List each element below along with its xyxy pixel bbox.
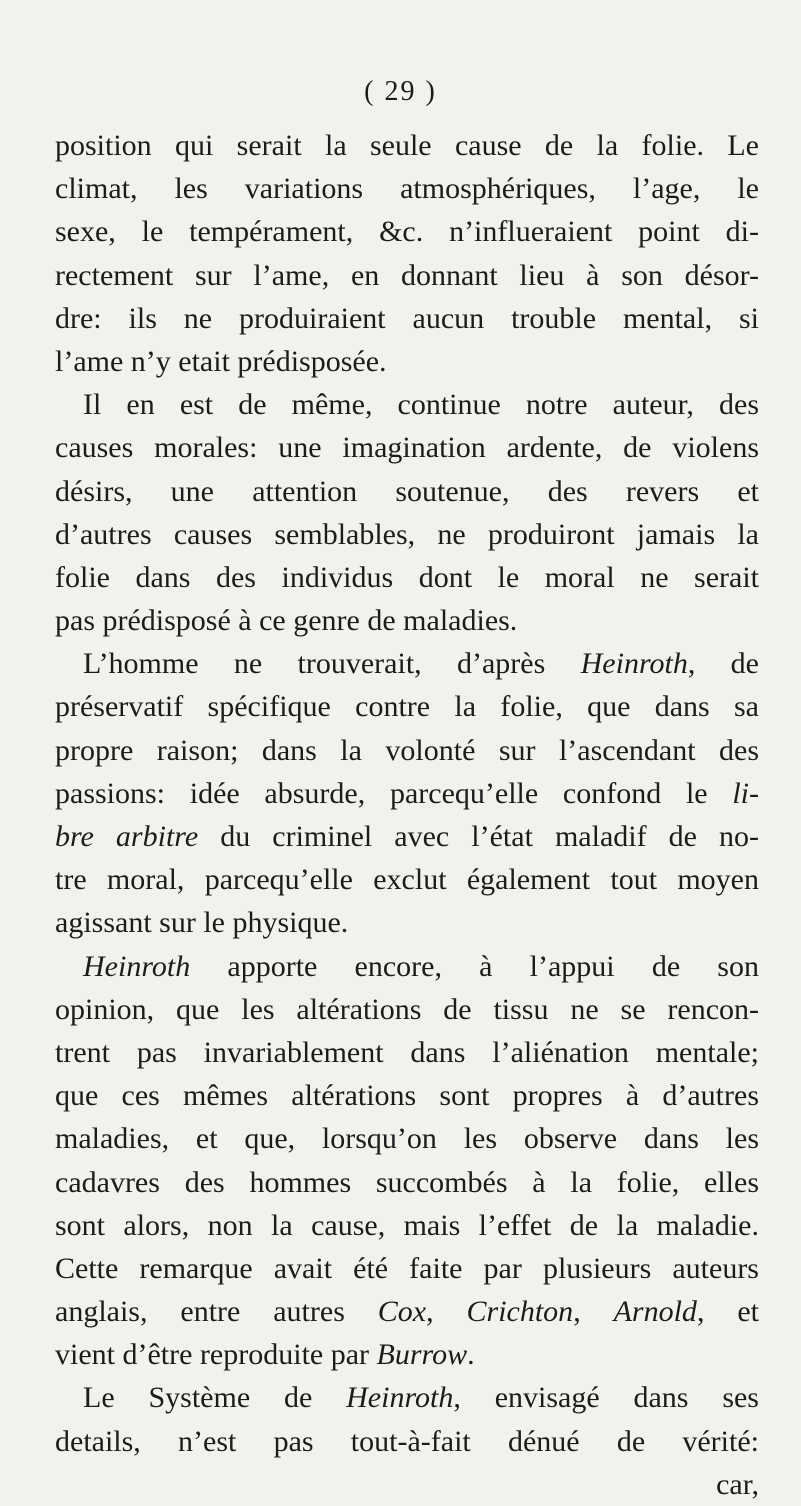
catchword: car,: [716, 1467, 759, 1501]
text-line: [55, 729, 759, 772]
italic-name: Crichton: [466, 1295, 574, 1329]
text-run: tre moral, parcequ’elle exclut également tout moyen: [55, 863, 759, 897]
body-text: [55, 124, 759, 1506]
text-line: [55, 124, 759, 167]
text-run: opinion, que les altérations de tissu ne se rencon-: [55, 992, 759, 1026]
italic-name: Heinroth: [580, 647, 688, 681]
text-run: du criminel avec l’état maladif de no-: [198, 820, 759, 853]
text-line: [55, 470, 759, 513]
text-run: , de: [687, 647, 759, 681]
page-number: ( 29 ): [364, 76, 437, 107]
text-line: [55, 815, 759, 858]
text-run: L’homme ne trouverait, d’après: [83, 647, 581, 681]
text-line: [55, 1031, 759, 1074]
text-line: [55, 254, 759, 297]
text-line: [55, 599, 759, 642]
italic-name: Heinroth: [83, 949, 191, 983]
text-line: [55, 556, 759, 599]
text-line: [55, 858, 759, 901]
text-run: rectement sur l’ame, en donnant lieu à son désor-: [55, 258, 759, 292]
text-run: sont alors, non la cause, mais l’effet de la maladie.: [55, 1208, 759, 1242]
text-line: [55, 988, 759, 1031]
text-run: , envisagé dans ses: [453, 1381, 759, 1415]
text-line: [55, 642, 759, 685]
text-run: folie dans des individus dont le moral ne serait: [55, 560, 759, 594]
text-run: trent pas invariablement dans l’aliénation mentale;: [55, 1035, 759, 1069]
text-line: [55, 1161, 759, 1204]
italic-name: Arnold: [613, 1295, 697, 1329]
text-run: désirs, une attention soutenue, des revers et: [55, 474, 759, 508]
text-run: ,: [573, 1295, 614, 1329]
text-run: ,: [426, 1295, 467, 1329]
text-run: cadavres des hommes succombés à la folie, elles: [55, 1165, 759, 1199]
text-line: [55, 1074, 759, 1117]
italic-name: Cox: [377, 1295, 427, 1329]
italic-name: Heinroth: [346, 1381, 454, 1415]
text-line: [55, 297, 759, 340]
text-run: pas prédisposé à ce genre de maladies.: [55, 604, 518, 638]
text-run: Le Système de: [83, 1381, 347, 1415]
text-line: [55, 772, 759, 815]
text-line: [55, 1290, 759, 1333]
text-line: [55, 340, 759, 383]
text-line: [55, 685, 759, 728]
text-run: Cette remarque avait été faite par plusieurs auteurs: [55, 1251, 759, 1285]
text-line: [55, 1117, 759, 1160]
text-run: position qui serait la seule cause de la folie. Le: [55, 129, 759, 162]
italic-name: li-: [732, 776, 759, 810]
text-run: préservatif spécifique contre la folie, que dans sa: [55, 690, 759, 724]
text-run: d’autres causes semblables, ne produiront jamais la: [55, 517, 759, 551]
text-run: dre: ils ne produiraient aucun trouble mental, si: [55, 301, 759, 335]
text-run: Il en est de même, continue notre auteur, des: [83, 388, 759, 422]
text-run: causes morales: une imagination ardente, de violens: [55, 431, 759, 465]
text-line: [55, 1204, 759, 1247]
text-line: [55, 1376, 759, 1419]
text-line: [55, 383, 759, 426]
text-line: [55, 945, 759, 988]
text-run: sexe, le tempérament, &c. n’influeraient point di-: [55, 215, 759, 249]
text-line: [55, 1247, 759, 1290]
text-run: details, n’est pas tout-à-fait dénué de vérité:: [55, 1424, 759, 1458]
text-run: vient d’être reproduite par: [55, 1338, 377, 1372]
text-run: anglais, entre autres: [55, 1295, 378, 1329]
text-line: [55, 210, 759, 253]
text-line: [55, 513, 759, 556]
text-run: passions: idée absurde, parcequ’elle confond le: [55, 776, 733, 810]
text-run: que ces mêmes altérations sont propres à d’autres: [55, 1079, 759, 1113]
text-line: [55, 1333, 759, 1376]
text-run: agissant sur le physique.: [55, 906, 349, 940]
text-run: l’ame n’y etait prédisposée.: [55, 344, 387, 378]
text-run: , et: [696, 1295, 759, 1329]
text-run: climat, les variations atmosphériques, l’age, le: [55, 172, 759, 206]
text-line: [55, 426, 759, 469]
italic-name: Burrow: [376, 1338, 468, 1372]
text-run: maladies, et que, lorsqu’on les observe dans les: [55, 1122, 759, 1156]
text-run: apporte encore, à l’appui de son: [190, 949, 759, 983]
text-line: [55, 167, 759, 210]
italic-name: bre arbitre: [55, 820, 199, 853]
text-run: propre raison; dans la volonté sur l’ascendant des: [55, 733, 759, 767]
text-line: [55, 1420, 759, 1463]
text-run: .: [467, 1338, 475, 1372]
text-line: [55, 901, 759, 944]
